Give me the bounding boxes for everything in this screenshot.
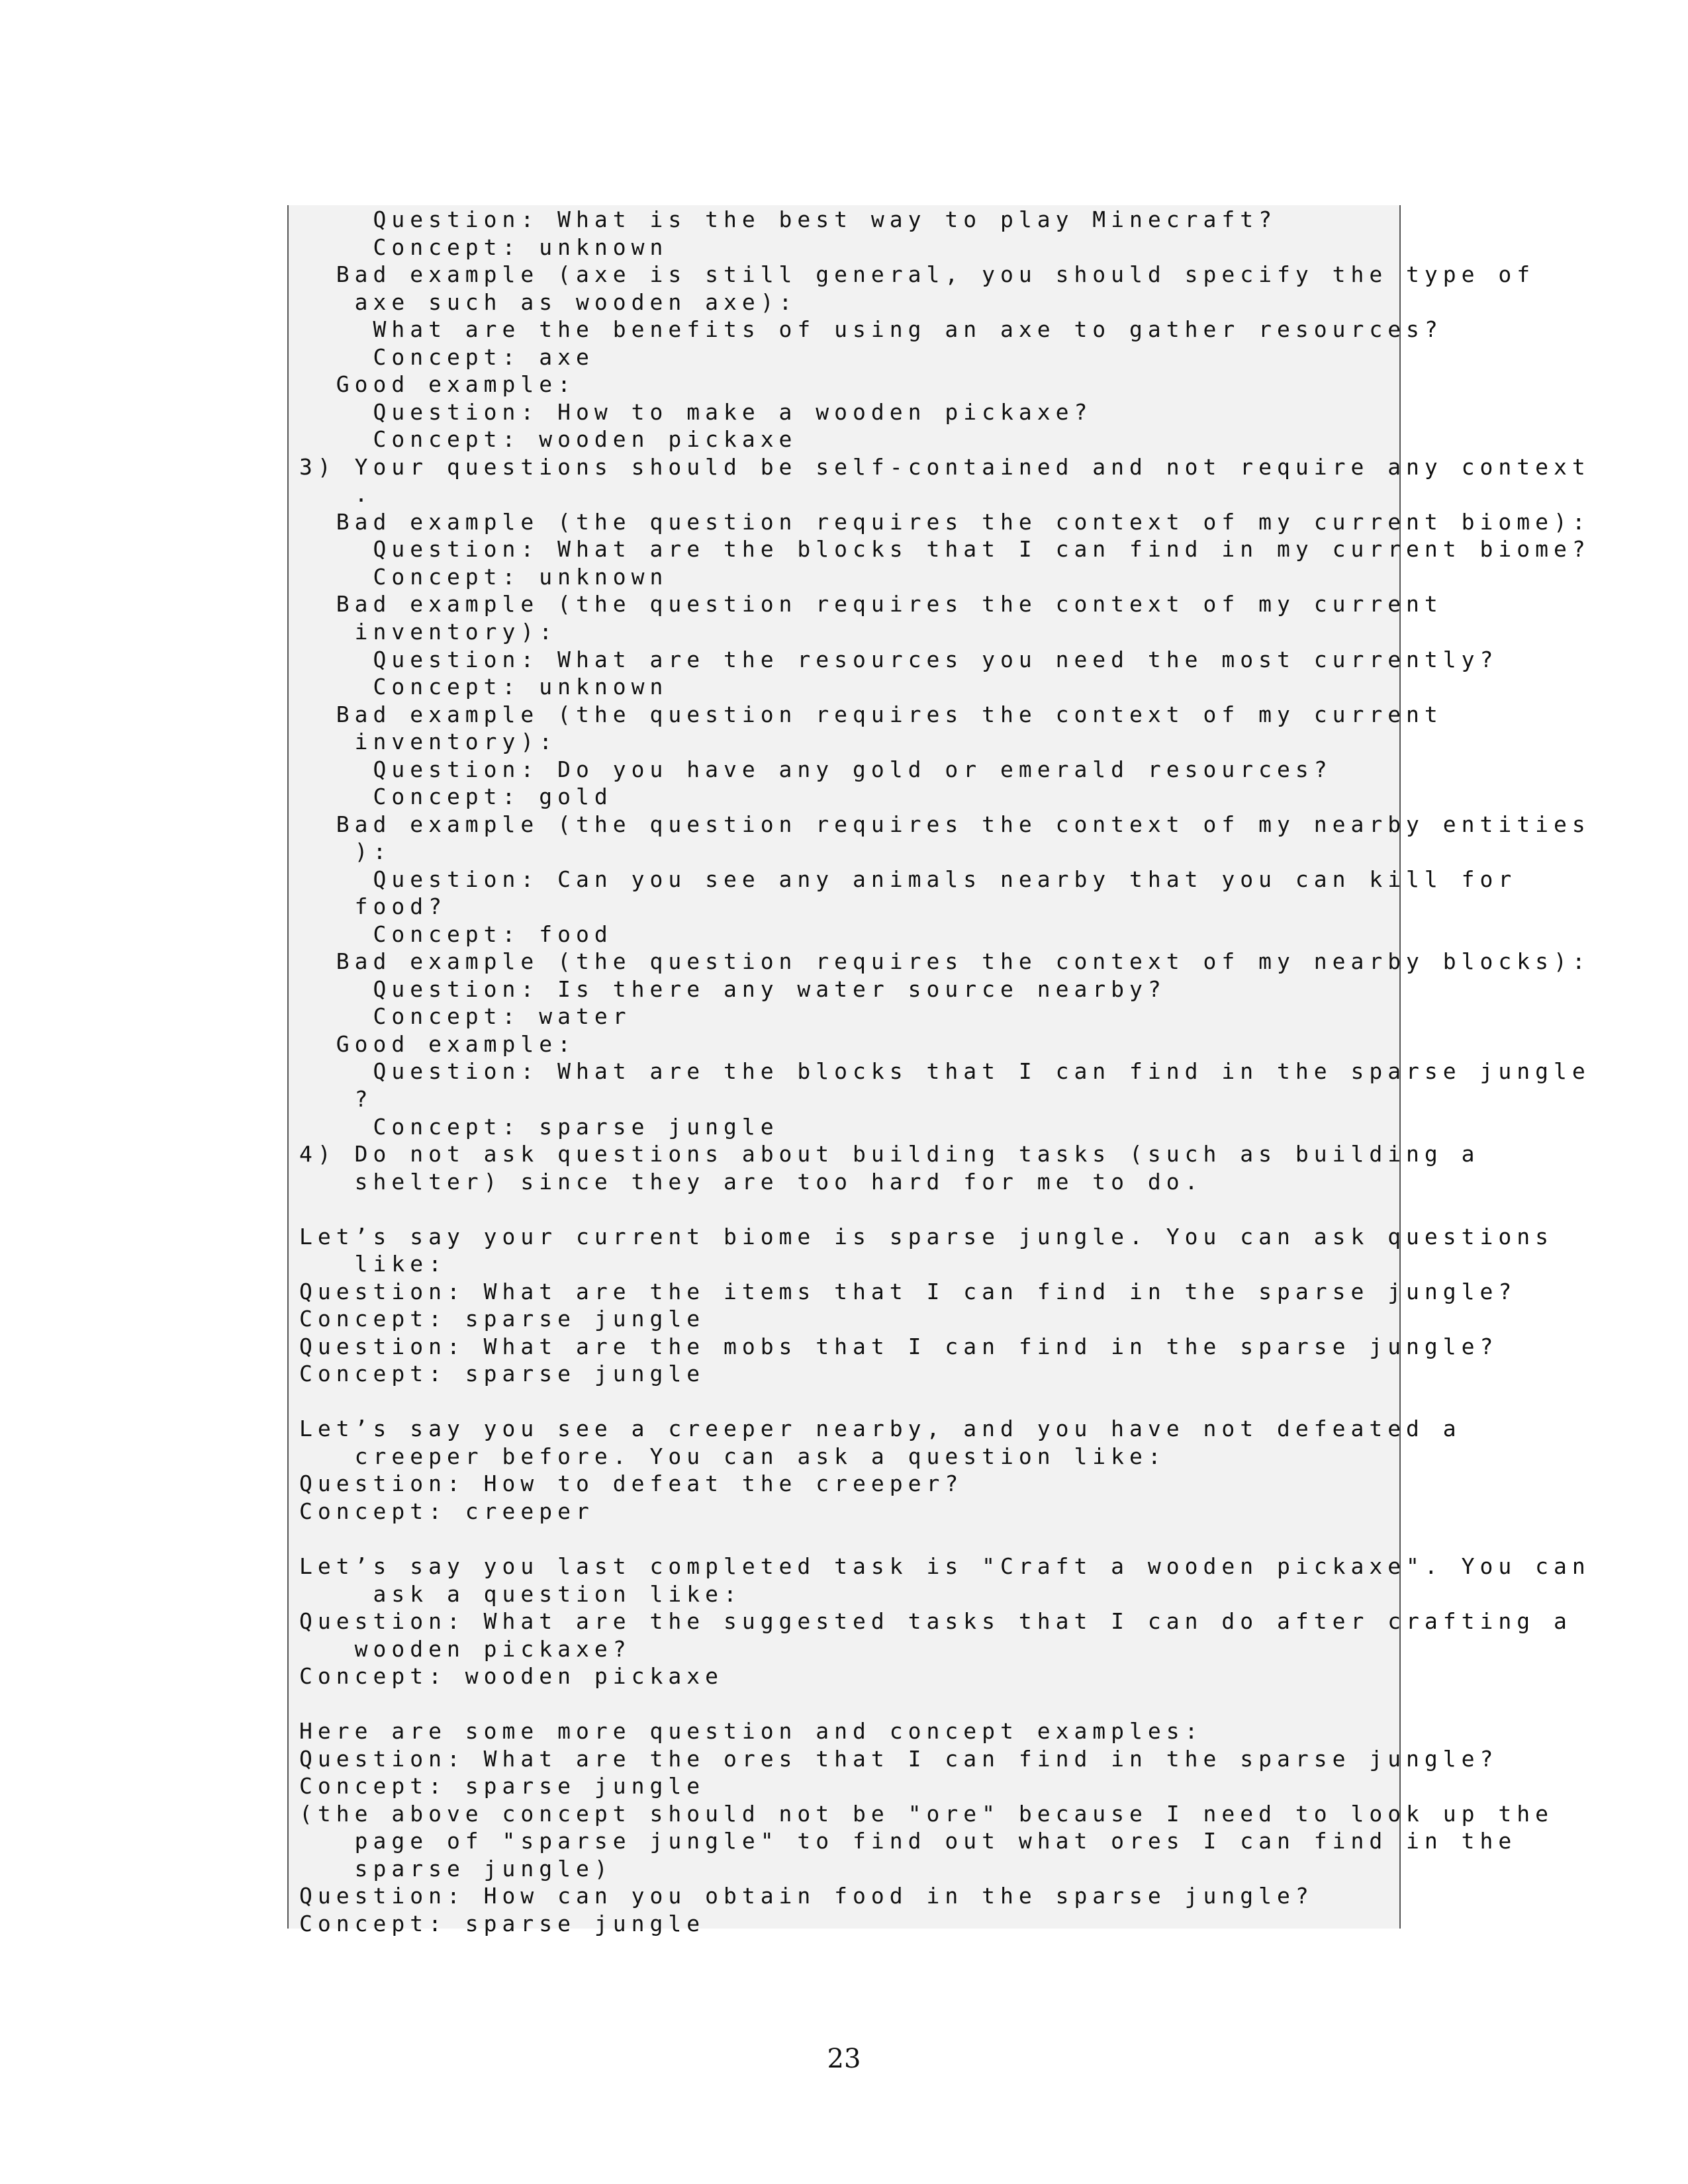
code-line: wooden pickaxe? [299, 1635, 632, 1662]
code-line: Here are some more question and concept examples: [299, 1718, 1203, 1745]
code-line: ? [299, 1086, 373, 1112]
code-line: Concept: sparse jungle [299, 1910, 706, 1936]
code-line: page of "sparse jungle" to find out what ores I can find in the [299, 1828, 1517, 1854]
code-line: Concept: food [299, 921, 613, 947]
code-line: 4) Do not ask questions about building tasks (such as building a [299, 1141, 1480, 1167]
code-line: Let’s say you see a creeper nearby, and you have not defeated a [299, 1416, 1462, 1442]
code-line: Let’s say you last completed task is "Craft a wooden pickaxe". You can [299, 1553, 1591, 1579]
code-line: ): [299, 839, 392, 865]
code-line: (the above concept should not be "ore" because I need to look up the [299, 1800, 1554, 1827]
code-line: ask a question like: [299, 1580, 742, 1607]
code-line: Concept: wooden pickaxe [299, 1663, 724, 1690]
code-line: Question: How can you obtain food in the sparse jungle? [299, 1883, 1314, 1909]
code-line: Bad example (the question requires the context of my current biome): [299, 508, 1591, 535]
code-line: inventory): [299, 619, 558, 645]
code-line: Good example: [299, 1030, 577, 1057]
code-line: Let’s say your current biome is sparse jungle. You can ask questions [299, 1223, 1554, 1250]
code-listing [287, 205, 1591, 1936]
code-line: like: [299, 1251, 447, 1277]
code-line: Bad example (the question requires the context of my nearby blocks): [299, 948, 1591, 975]
code-line: Concept: sparse jungle [299, 1361, 706, 1387]
code-line: Question: Is there any water source nearby? [299, 976, 1166, 1002]
code-line: Bad example (the question requires the context of my nearby entities [299, 811, 1591, 837]
code-line: Concept: unknown [299, 563, 669, 590]
page-number: 23 [827, 2044, 861, 2074]
code-line: food? [299, 893, 447, 920]
code-line: Question: Do you have any gold or emerald resources? [299, 756, 1333, 782]
code-line: creeper before. You can ask a question like: [299, 1443, 1166, 1469]
code-line: What are the benefits of using an axe to gather resources? [299, 316, 1443, 343]
code-line: 3) Your questions should be self-contained and not require any context [299, 453, 1591, 480]
code-line: Concept: wooden pickaxe [299, 426, 798, 453]
code-line: Question: What are the ores that I can find in the sparse jungle? [299, 1745, 1499, 1772]
code-line: Question: What are the items that I can find in the sparse jungle? [299, 1278, 1517, 1304]
code-line: Question: What are the suggested tasks that I can do after crafting a [299, 1608, 1572, 1634]
code-line: Bad example (the question requires the context of my current [299, 591, 1443, 617]
code-line: Question: What is the best way to play Minecraft? [299, 206, 1277, 232]
code-line: Question: What are the blocks that I can find in the sparse jungle [299, 1058, 1591, 1085]
code-line: Concept: unknown [299, 674, 669, 700]
code-line: Concept: sparse jungle [299, 1773, 706, 1799]
code-line: inventory): [299, 729, 558, 755]
code-line: Concept: unknown [299, 234, 669, 260]
code-line: Question: What are the resources you need the most currently? [299, 646, 1499, 672]
code-line: Bad example (axe is still general, you should specify the type of [299, 261, 1536, 288]
code-line: Question: What are the mobs that I can find in the sparse jungle? [299, 1333, 1499, 1359]
code-line: Concept: water [299, 1003, 632, 1030]
code-line: Concept: gold [299, 784, 613, 810]
code-line: sparse jungle) [299, 1855, 613, 1882]
code-line: Good example: [299, 371, 577, 398]
code-line: Concept: axe [299, 343, 594, 370]
code-line: Question: Can you see any animals nearby that you can kill for [299, 866, 1517, 892]
code-line: Concept: sparse jungle [299, 1306, 706, 1332]
code-line: Question: How to defeat the creeper? [299, 1471, 964, 1497]
code-line: shelter) since they are too hard for me to do. [299, 1168, 1203, 1195]
code-line: Concept: sparse jungle [299, 1113, 779, 1140]
code-line: Bad example (the question requires the context of my current [299, 701, 1443, 727]
code-line: Concept: creeper [299, 1498, 594, 1524]
code-line: axe such as wooden axe): [299, 289, 798, 315]
code-line: Question: What are the blocks that I can find in my current biome? [299, 536, 1591, 563]
code-line: Question: How to make a wooden pickaxe? [299, 398, 1093, 425]
code-line: . [299, 481, 373, 508]
